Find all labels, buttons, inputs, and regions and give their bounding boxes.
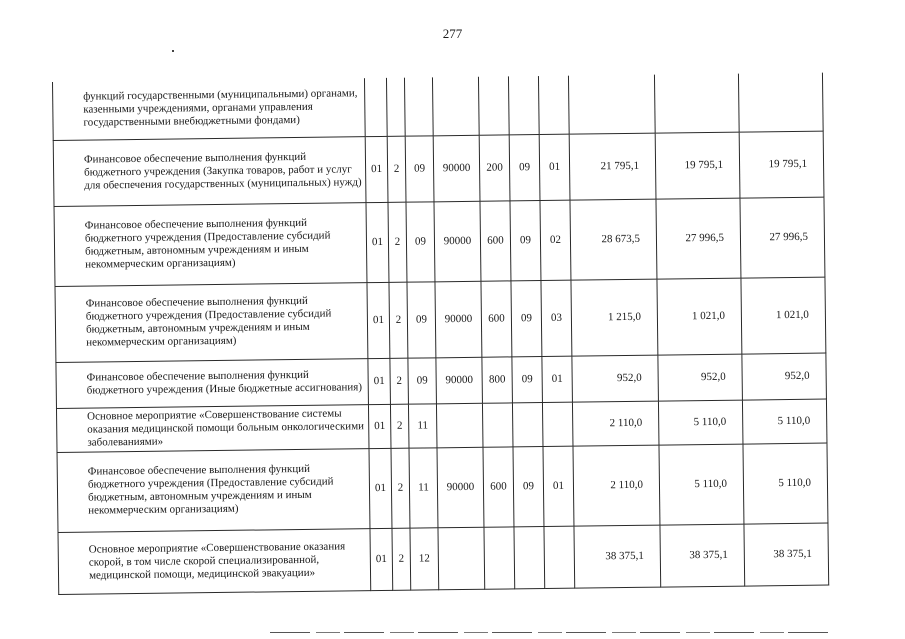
amount-year-3	[738, 73, 823, 132]
code-program: 01	[368, 404, 391, 448]
code-direction: 90000	[433, 135, 480, 202]
code-program	[364, 78, 387, 136]
code-event: 12	[410, 527, 439, 589]
code-section	[514, 526, 545, 588]
code-section: 09	[511, 280, 542, 356]
amount-year-2	[654, 74, 739, 133]
code-subprogram: 2	[389, 282, 408, 358]
row-description: Финансовое обеспечение выполнения функций бюджетного учреждения (Закупка товаров, работ и услуг для обеспечения государственных (муниципальных) нужд)	[53, 136, 366, 206]
amount-year-3: 5 110,0	[742, 399, 827, 444]
row-description: Основное мероприятие «Совершенствование оказания скорой, в том числе скорой специализированной, медицинской помощи, медицинской эвакуации»	[58, 528, 371, 594]
amount-year-2: 27 996,5	[656, 198, 741, 279]
code-program: 01	[365, 136, 388, 202]
code-subsection: 01	[543, 446, 574, 526]
table-row	[52, 73, 823, 140]
code-subprogram: 2	[391, 448, 410, 528]
code-event: 09	[406, 201, 435, 281]
table-row	[54, 197, 825, 286]
code-direction: 90000	[437, 447, 484, 528]
code-subprogram: 2	[390, 358, 409, 404]
amount-year-1: 2 110,0	[572, 401, 659, 446]
code-subprogram: 2	[387, 136, 406, 202]
code-subprogram: 2	[390, 404, 409, 448]
code-direction: 90000	[435, 281, 482, 358]
code-subsection: 01	[539, 134, 570, 200]
code-subsection	[542, 402, 573, 446]
row-description: функций государственными (муниципальными) органами, казенными учреждениями, органами управления государственными внебюджетными фондами)	[52, 78, 365, 140]
code-section	[508, 76, 539, 134]
budget-table	[52, 73, 829, 595]
code-direction: 90000	[434, 201, 481, 282]
code-section: 09	[509, 134, 540, 200]
amount-year-2: 952,0	[658, 354, 743, 401]
table-row	[57, 443, 828, 532]
code-program: 01	[366, 202, 389, 282]
code-event: 11	[409, 447, 438, 527]
code-expense-type: 600	[480, 200, 511, 280]
amount-year-3: 38 375,1	[744, 523, 829, 586]
code-program: 01	[369, 448, 392, 528]
code-subprogram: 2	[392, 528, 411, 590]
code-expense-type: 200	[479, 134, 510, 200]
amount-year-2: 5 110,0	[658, 400, 743, 445]
amount-year-1: 952,0	[572, 355, 659, 402]
code-program: 01	[370, 528, 393, 590]
code-program: 01	[368, 358, 391, 404]
row-description: Основное мероприятие «Совершенствование системы оказания медицинской помощи больным онкологическими заболеваниями»	[56, 404, 369, 452]
code-expense-type	[478, 76, 509, 134]
amount-year-1: 1 215,0	[571, 279, 658, 356]
table-row	[58, 523, 829, 594]
code-event: 09	[407, 281, 436, 357]
table-row	[55, 277, 826, 362]
code-subprogram	[386, 78, 405, 136]
scan-speck	[172, 50, 174, 52]
row-description: Финансовое обеспечение выполнения функций бюджетного учреждения (Предоставление субсидий бюджетным, автономным учреждениям и иным некоммерческим организациям)	[55, 282, 368, 362]
code-direction	[432, 77, 479, 136]
code-expense-type: 800	[482, 356, 513, 402]
amount-year-3: 952,0	[742, 353, 827, 400]
code-event: 09	[408, 357, 437, 403]
code-subsection: 02	[540, 200, 571, 280]
row-description: Финансовое обеспечение выполнения функций бюджетного учреждения (Предоставление субсидий бюджетным, автономным учреждениям и иным некоммерческим организациям)	[54, 202, 367, 286]
amount-year-2: 5 110,0	[659, 444, 744, 525]
code-expense-type	[482, 402, 513, 446]
amount-year-1: 21 795,1	[569, 133, 656, 200]
code-section: 09	[513, 446, 544, 526]
code-section: 09	[512, 356, 543, 402]
code-expense-type: 600	[483, 446, 514, 526]
code-direction	[436, 403, 483, 448]
code-subsection	[544, 526, 575, 588]
code-expense-type	[484, 526, 515, 588]
code-subprogram: 2	[388, 202, 407, 282]
amount-year-3: 5 110,0	[743, 443, 828, 524]
amount-year-1: 2 110,0	[573, 445, 660, 526]
amount-year-1	[568, 75, 655, 134]
row-description: Финансовое обеспечение выполнения функций бюджетного учреждения (Иные бюджетные ассигнования)	[56, 358, 369, 408]
amount-year-3: 27 996,5	[740, 197, 825, 278]
code-section: 09	[510, 200, 541, 280]
code-subsection: 03	[541, 280, 572, 356]
page-number: 277	[442, 26, 463, 41]
amount-year-1: 38 375,1	[574, 525, 661, 588]
code-section	[512, 402, 543, 446]
amount-year-3: 1 021,0	[741, 277, 826, 354]
amount-year-2: 38 375,1	[660, 524, 745, 587]
amount-year-2: 1 021,0	[657, 278, 742, 355]
code-event: 11	[408, 403, 437, 447]
amount-year-3: 19 795,1	[739, 131, 824, 198]
code-direction: 90000	[436, 357, 483, 404]
row-description: Финансовое обеспечение выполнения функций бюджетного учреждения (Предоставление субсидий бюджетным, автономным учреждениям и иным некоммерческим организациям)	[57, 448, 370, 532]
code-subsection: 01	[542, 356, 573, 402]
code-subsection	[538, 76, 569, 134]
amount-year-1: 28 673,5	[570, 199, 657, 280]
code-event: 09	[405, 135, 434, 201]
code-program: 01	[367, 282, 390, 358]
code-event	[404, 77, 433, 135]
page-bottom-rule	[270, 632, 830, 633]
amount-year-2: 19 795,1	[655, 132, 740, 199]
code-direction	[438, 527, 485, 590]
code-expense-type: 600	[481, 280, 512, 356]
table-row	[53, 131, 824, 206]
